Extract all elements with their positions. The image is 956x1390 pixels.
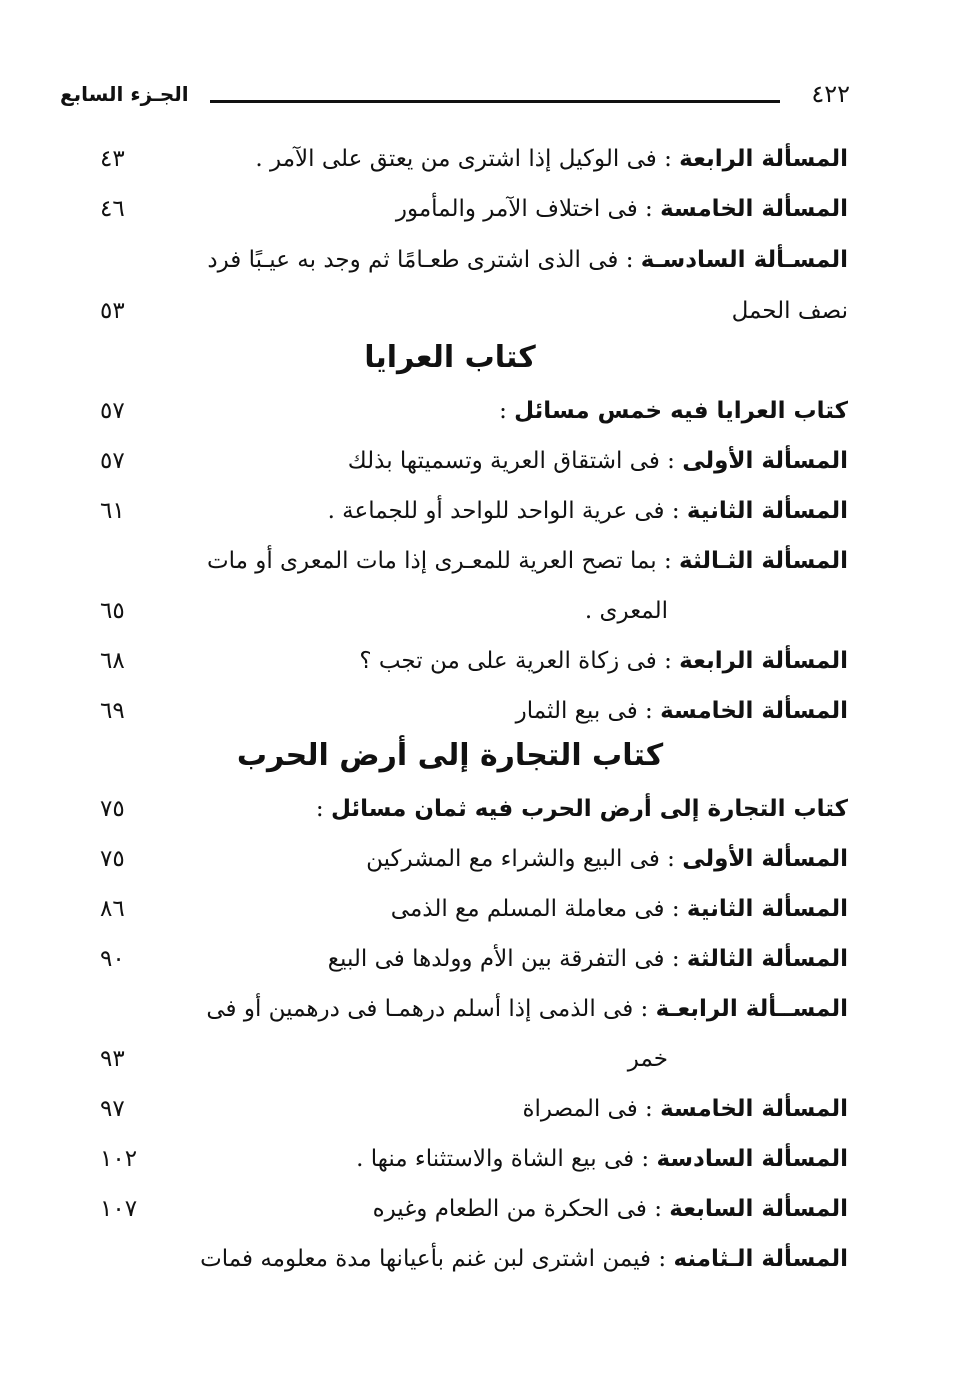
- entry-text: [183, 448, 848, 474]
- entry-label: المسألة الخامسة: [660, 698, 848, 724]
- toc-entry: [100, 241, 848, 291]
- toc-entry: [100, 1240, 848, 1290]
- entry-description: : فى التفرقة بين الأم وولدها فى البيع: [327, 946, 687, 972]
- toc-entry: [100, 1090, 848, 1140]
- toc-entry: [100, 642, 848, 692]
- entry-page: ٨٦: [100, 896, 125, 922]
- entry-description: : فى اشتقاق العرية وتسميتها بذلك: [347, 448, 683, 474]
- entry-text: [183, 498, 848, 524]
- entry-description: : فى الحكرة من الطعام وغيره: [372, 1196, 670, 1222]
- entry-text: [183, 1096, 848, 1122]
- entry-page: ٥٣: [100, 298, 125, 324]
- entry-text: [183, 1046, 668, 1072]
- entry-text: [183, 598, 668, 624]
- entry-text: [183, 1196, 848, 1222]
- entry-page: ٧٥: [100, 796, 125, 822]
- entry-description: خمر: [627, 1046, 668, 1072]
- entry-text: [183, 196, 848, 222]
- entry-description: نصف الحمل: [731, 298, 848, 324]
- entry-label: كتاب التجارة إلى أرض الحرب فيه ثمان مسائل: [330, 796, 848, 822]
- entry-description: :: [315, 796, 331, 822]
- toc-entry-continuation: [100, 1040, 848, 1090]
- toc-entry-continuation: [100, 592, 848, 642]
- entry-description: : بما تصح العرية للمعـرى إذا مات المعرى أو مات: [206, 548, 680, 574]
- toc-entry: [100, 940, 848, 990]
- entry-label: المسألة الرابعة: [679, 648, 848, 674]
- toc-entry: [100, 990, 848, 1040]
- toc-entry: [100, 442, 848, 492]
- entry-label: المسألة الأولى: [682, 846, 848, 872]
- entry-page: ٦٥: [100, 598, 125, 624]
- entry-description: : فى بيع الشاة والاستثناء منها .: [356, 1146, 657, 1172]
- toc-entry: [100, 392, 848, 442]
- toc-entry: [100, 140, 848, 190]
- page-number: ٤٢٢: [811, 80, 850, 108]
- entry-label: المسألة الثالثة: [686, 946, 848, 972]
- entry-text: [183, 1246, 848, 1272]
- entry-description: : فى عرية الواحد للواحد أو للجماعة .: [327, 498, 687, 524]
- toc-entry: [100, 492, 848, 542]
- toc-entry: [100, 1140, 848, 1190]
- entry-page: ٩٣: [100, 1046, 125, 1072]
- toc-entry: [100, 542, 848, 592]
- entry-description: : فى البيع والشراء مع المشركين: [366, 846, 683, 872]
- entry-text: [183, 896, 848, 922]
- entry-description: : فى الذمى إذا أسلم درهمـا فى درهمين أو فى: [206, 996, 656, 1022]
- entry-text: [183, 946, 848, 972]
- entry-text: [183, 648, 848, 674]
- entry-text: [183, 698, 848, 724]
- entry-description: المعرى .: [584, 598, 668, 624]
- entry-page: ٤٦: [100, 196, 125, 222]
- section-heading: كتاب العرايا: [364, 340, 536, 375]
- entry-label: المسألة الأولى: [682, 448, 848, 474]
- entry-description: : فى زكاة العرية على من تجب ؟: [359, 648, 680, 674]
- entry-page: ٤٣: [100, 146, 125, 172]
- toc-entry: [100, 1190, 848, 1240]
- entry-text: [183, 846, 848, 872]
- entry-description: : فى الذى اشترى طعـامًا ثم وجد به عيـبًا فرد: [207, 247, 641, 273]
- entry-label: المسألة الخامسة: [660, 1096, 848, 1122]
- entry-description: : فى بيع الثمار: [515, 698, 661, 724]
- entry-page: ٩٠: [100, 946, 125, 972]
- entry-text: [183, 247, 848, 273]
- entry-label: المسألة السابعة: [669, 1196, 848, 1222]
- entry-text: [183, 548, 848, 574]
- entry-description: : فى المصراة: [522, 1096, 661, 1122]
- entry-label: المسألة الخامسة: [660, 196, 848, 222]
- entry-page: ٦٨: [100, 648, 125, 674]
- entry-text: [183, 1146, 848, 1172]
- entry-page: ٧٥: [100, 846, 125, 872]
- toc-entry: [100, 692, 848, 742]
- section-heading: كتاب التجارة إلى أرض الحرب: [236, 738, 664, 773]
- entry-text: [183, 298, 848, 324]
- toc-entry: [100, 840, 848, 890]
- entry-text: [183, 996, 848, 1022]
- volume-title: الجـزء السابع: [60, 82, 189, 106]
- toc-entry-continuation: [100, 292, 848, 342]
- entry-page: ٥٧: [100, 448, 125, 474]
- entry-page: ١٠٢: [100, 1146, 138, 1172]
- toc-entry: [100, 190, 848, 240]
- entry-page: ٦٩: [100, 698, 125, 724]
- entry-label: المسألة الثانية: [686, 498, 848, 524]
- entry-description: : فى اختلاف الآمر والمأمور: [395, 196, 661, 222]
- entry-text: [183, 796, 848, 822]
- entry-label: المسـألة السادسـة: [640, 247, 848, 273]
- entry-page: ٥٧: [100, 398, 125, 424]
- entry-label: المسألة الرابعة: [679, 146, 848, 172]
- toc-entry: [100, 890, 848, 940]
- entry-description: : فى معاملة المسلم مع الذمى: [390, 896, 687, 922]
- entry-page: ١٠٧: [100, 1196, 138, 1222]
- entry-description: :: [499, 398, 515, 424]
- entry-label: المسألة الثـالثة: [679, 548, 848, 574]
- entry-description: : فى الوكيل إذا اشترى من يعتق على الآمر .: [255, 146, 680, 172]
- entry-page: ٦١: [100, 498, 125, 524]
- entry-text: [183, 146, 848, 172]
- entry-label: المسألة الثانية: [686, 896, 848, 922]
- entry-label: المســألة الرابعـة: [655, 996, 848, 1022]
- entry-label: كتاب العرايا فيه خمس مسائل: [514, 398, 848, 424]
- entry-text: [183, 398, 848, 424]
- entry-description: : فيمن اشترى لبن غنم بأعيانها مدة معلومه فمات: [200, 1246, 674, 1272]
- entry-label: المسألة السادسة: [656, 1146, 848, 1172]
- entry-page: ٩٧: [100, 1096, 125, 1122]
- toc-entry: [100, 790, 848, 840]
- entry-label: المسألة الـثامنه: [673, 1246, 848, 1272]
